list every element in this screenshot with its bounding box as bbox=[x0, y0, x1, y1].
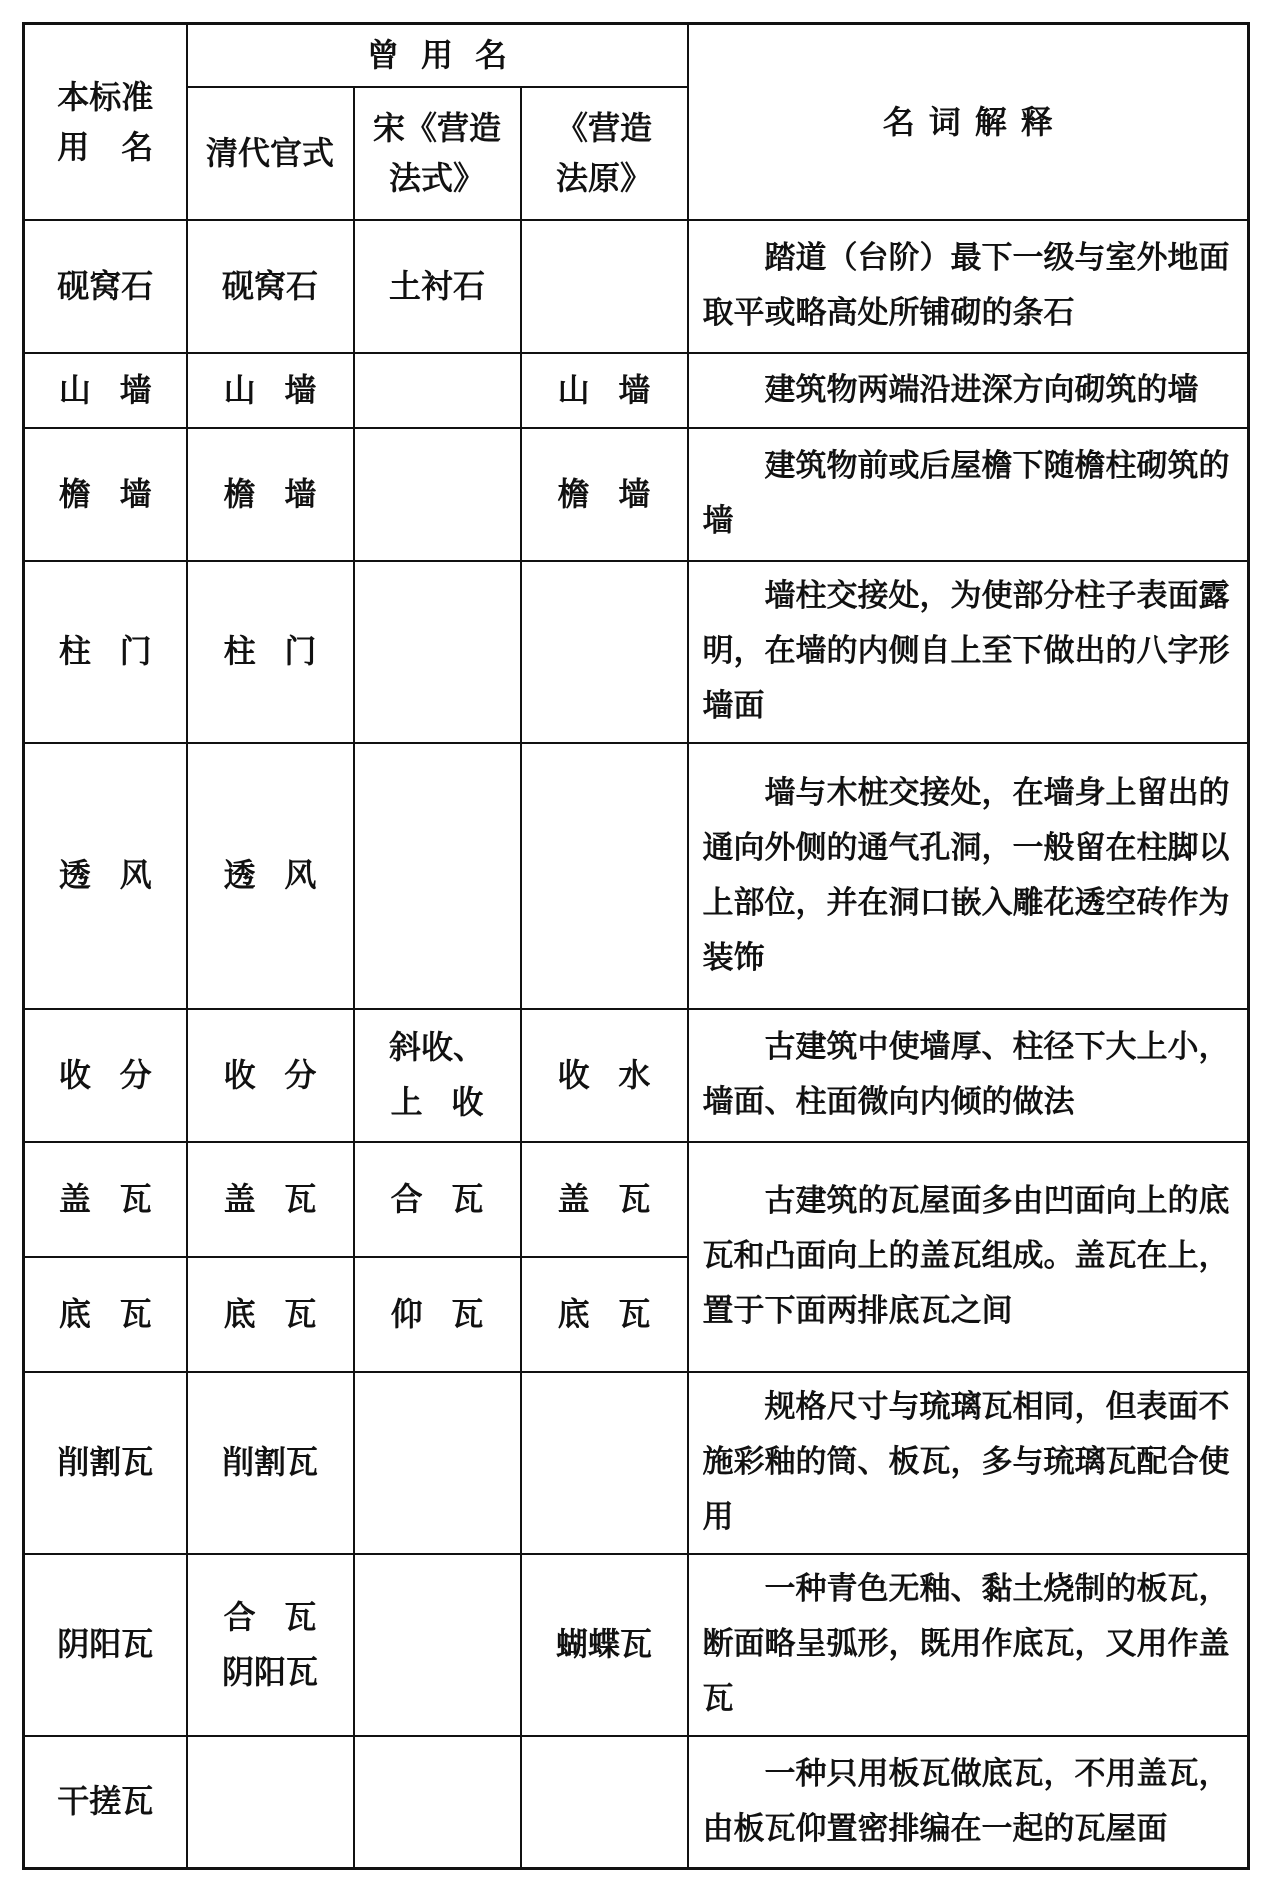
explanation-cell: 建筑物两端沿进深方向砌筑的墙 bbox=[688, 353, 1249, 428]
qing-name-cell bbox=[187, 1554, 354, 1736]
qing-name-cell-value: 收分 bbox=[223, 1055, 346, 1094]
explanation-cell: 建筑物前或后屋檐下随檐柱砌筑的墙 bbox=[688, 428, 1249, 561]
standard-name-value: 透风 bbox=[58, 856, 181, 894]
yingzao-name-cell-value: 蝴蝶瓦 bbox=[555, 1625, 652, 1663]
qing-name-cell bbox=[187, 1736, 354, 1869]
song-name-cell-text bbox=[355, 1020, 520, 1075]
table-row bbox=[24, 1736, 1249, 1869]
header-song-yingzao-fashi bbox=[354, 87, 521, 220]
header-row-1 bbox=[24, 24, 1249, 87]
header-yingzao-line: 法原》 bbox=[555, 159, 652, 197]
standard-name-cell bbox=[24, 1142, 187, 1257]
yingzao-name-cell bbox=[521, 1142, 688, 1257]
qing-name-cell-text bbox=[188, 1590, 353, 1645]
song-name-cell bbox=[354, 1372, 521, 1554]
song-name-cell bbox=[354, 1736, 521, 1869]
qing-name-cell-value: 削割瓦 bbox=[221, 1443, 318, 1481]
standard-name-value: 收分 bbox=[58, 1055, 181, 1094]
standard-name-value: 底瓦 bbox=[58, 1294, 181, 1333]
yingzao-name-cell-value: 收水 bbox=[557, 1055, 680, 1094]
header-former-names: 曾用名 bbox=[187, 24, 688, 87]
qing-name-cell-value: 透风 bbox=[223, 856, 346, 894]
song-name-cell bbox=[354, 353, 521, 428]
song-name-cell-text bbox=[355, 1075, 520, 1130]
yingzao-name-cell bbox=[521, 1257, 688, 1372]
qing-name-cell-text bbox=[188, 363, 353, 418]
qing-name-cell bbox=[187, 743, 354, 1009]
qing-name-cell-text bbox=[188, 1048, 353, 1103]
yingzao-name-cell bbox=[521, 428, 688, 561]
qing-name-cell bbox=[187, 561, 354, 743]
qing-name-cell bbox=[187, 1372, 354, 1554]
table-row bbox=[24, 353, 1249, 428]
song-name-cell-value: 土衬石 bbox=[388, 266, 485, 305]
standard-name-cell bbox=[24, 1257, 187, 1372]
explanation-cell: 一种青色无釉、黏土烧制的板瓦，断面略呈弧形，既用作底瓦，又用作盖瓦 bbox=[688, 1554, 1249, 1736]
yingzao-name-cell bbox=[521, 561, 688, 743]
standard-name-cell bbox=[24, 353, 187, 428]
qing-name-cell bbox=[187, 220, 354, 353]
terminology-table bbox=[22, 22, 1250, 1870]
yingzao-name-cell-value: 檐墙 bbox=[557, 474, 680, 513]
yingzao-name-cell-text bbox=[522, 1048, 687, 1103]
table-row bbox=[24, 1142, 1249, 1257]
song-name-cell-value: 合瓦 bbox=[390, 1179, 513, 1218]
qing-name-cell bbox=[187, 353, 354, 428]
yingzao-name-cell bbox=[521, 1736, 688, 1869]
table-row bbox=[24, 1554, 1249, 1736]
table-row bbox=[24, 1372, 1249, 1554]
qing-name-cell bbox=[187, 1142, 354, 1257]
header-song-line: 宋《营造 bbox=[372, 109, 501, 147]
qing-name-cell bbox=[187, 428, 354, 561]
standard-name-cell bbox=[24, 743, 187, 1009]
explanation-cell: 规格尺寸与琉璃瓦相同，但表面不施彩釉的筒、板瓦，多与琉璃瓦配合使用 bbox=[688, 1372, 1249, 1554]
qing-name-cell-value: 底瓦 bbox=[223, 1294, 346, 1333]
explanation-cell: 墙与木桩交接处，在墙身上留出的通向外侧的通气孔洞，一般留在柱脚以上部位，并在洞口嵌入雕花透空砖作为装饰 bbox=[688, 743, 1249, 1009]
standard-name-cell bbox=[24, 561, 187, 743]
yingzao-name-cell-text bbox=[522, 1617, 687, 1672]
standard-name-value: 削割瓦 bbox=[57, 1443, 154, 1481]
yingzao-name-cell-value: 山墙 bbox=[557, 370, 680, 409]
song-name-cell bbox=[354, 1009, 521, 1142]
header-standard-name-line: 本标准 bbox=[57, 77, 154, 116]
table-row bbox=[24, 220, 1249, 353]
yingzao-name-cell-text bbox=[522, 1172, 687, 1227]
song-name-cell bbox=[354, 743, 521, 1009]
yingzao-name-cell-text bbox=[522, 467, 687, 522]
table-row bbox=[24, 743, 1249, 1009]
qing-name-cell-text bbox=[188, 259, 353, 314]
song-name-cell bbox=[354, 428, 521, 561]
standard-name-value: 柱门 bbox=[58, 632, 181, 670]
qing-name-cell-text bbox=[188, 467, 353, 522]
header-standard-name-line: 用 名 bbox=[57, 127, 154, 166]
standard-name-value: 盖瓦 bbox=[58, 1179, 181, 1218]
qing-name-cell-text bbox=[188, 1645, 353, 1700]
qing-name-cell-value: 檐墙 bbox=[223, 474, 346, 513]
standard-name-value: 砚窝石 bbox=[57, 266, 154, 305]
yingzao-name-cell-value: 底瓦 bbox=[557, 1294, 680, 1333]
yingzao-name-cell-value: 盖瓦 bbox=[557, 1179, 680, 1218]
explanation-cell: 踏道（台阶）最下一级与室外地面取平或略高处所铺砌的条石 bbox=[688, 220, 1249, 353]
yingzao-name-cell bbox=[521, 353, 688, 428]
standard-name-value: 檐墙 bbox=[58, 474, 181, 513]
header-standard-name bbox=[24, 24, 187, 220]
standard-name-cell bbox=[24, 1736, 187, 1869]
qing-name-cell-value: 盖瓦 bbox=[223, 1179, 346, 1218]
qing-name-cell-value: 阴阳瓦 bbox=[221, 1652, 318, 1691]
song-name-cell bbox=[354, 1257, 521, 1372]
qing-name-cell-text bbox=[188, 624, 353, 679]
qing-name-cell bbox=[187, 1009, 354, 1142]
song-name-cell-text bbox=[355, 1172, 520, 1227]
header-yingzao-fayuan bbox=[521, 87, 688, 220]
qing-name-cell-text bbox=[188, 1172, 353, 1227]
explanation-cell: 古建筑的瓦屋面多由凹面向上的底瓦和凸面向上的盖瓦组成。盖瓦在上，置于下面两排底瓦之间 bbox=[688, 1142, 1249, 1372]
table-row bbox=[24, 1009, 1249, 1142]
header-qing-official: 清代官式 bbox=[187, 87, 354, 220]
header-song-line: 法式》 bbox=[388, 159, 485, 197]
yingzao-name-cell-text bbox=[522, 363, 687, 418]
yingzao-name-cell bbox=[521, 1554, 688, 1736]
qing-name-cell bbox=[187, 1257, 354, 1372]
qing-name-cell-text bbox=[188, 848, 353, 903]
table-row bbox=[24, 561, 1249, 743]
standard-name-cell bbox=[24, 220, 187, 353]
standard-name-cell bbox=[24, 428, 187, 561]
song-name-cell-value: 上收 bbox=[390, 1083, 513, 1121]
qing-name-cell-value: 柱门 bbox=[223, 632, 346, 670]
yingzao-name-cell bbox=[521, 1372, 688, 1554]
table-body bbox=[24, 220, 1249, 1869]
table-row bbox=[24, 428, 1249, 561]
song-name-cell-value: 斜收、 bbox=[388, 1028, 485, 1066]
qing-name-cell-value: 砚窝石 bbox=[221, 266, 318, 305]
song-name-cell-value: 仰瓦 bbox=[390, 1294, 513, 1333]
explanation-cell: 古建筑中使墙厚、柱径下大上小，墙面、柱面微向内倾的做法 bbox=[688, 1009, 1249, 1142]
yingzao-name-cell bbox=[521, 220, 688, 353]
explanation-cell: 墙柱交接处，为使部分柱子表面露明，在墙的内侧自上至下做出的八字形墙面 bbox=[688, 561, 1249, 743]
standard-name-value: 阴阳瓦 bbox=[57, 1625, 154, 1663]
header-explanation: 名词解释 bbox=[688, 24, 1249, 220]
qing-name-cell-text bbox=[188, 1435, 353, 1490]
standard-name-value: 山墙 bbox=[58, 370, 181, 409]
song-name-cell bbox=[354, 1142, 521, 1257]
song-name-cell bbox=[354, 1554, 521, 1736]
yingzao-name-cell bbox=[521, 743, 688, 1009]
yingzao-name-cell-text bbox=[522, 1287, 687, 1342]
song-name-cell-text bbox=[355, 1287, 520, 1342]
explanation-cell: 一种只用板瓦做底瓦，不用盖瓦，由板瓦仰置密排编在一起的瓦屋面 bbox=[688, 1736, 1249, 1869]
standard-name-cell bbox=[24, 1554, 187, 1736]
standard-name-value: 干搓瓦 bbox=[57, 1782, 154, 1821]
song-name-cell bbox=[354, 220, 521, 353]
yingzao-name-cell bbox=[521, 1009, 688, 1142]
song-name-cell bbox=[354, 561, 521, 743]
song-name-cell-text bbox=[355, 259, 520, 314]
standard-name-cell bbox=[24, 1009, 187, 1142]
header-yingzao-line: 《营造 bbox=[555, 109, 652, 147]
qing-name-cell-text bbox=[188, 1287, 353, 1342]
qing-name-cell-value: 山墙 bbox=[223, 370, 346, 409]
standard-name-cell bbox=[24, 1372, 187, 1554]
qing-name-cell-value: 合瓦 bbox=[223, 1597, 346, 1636]
